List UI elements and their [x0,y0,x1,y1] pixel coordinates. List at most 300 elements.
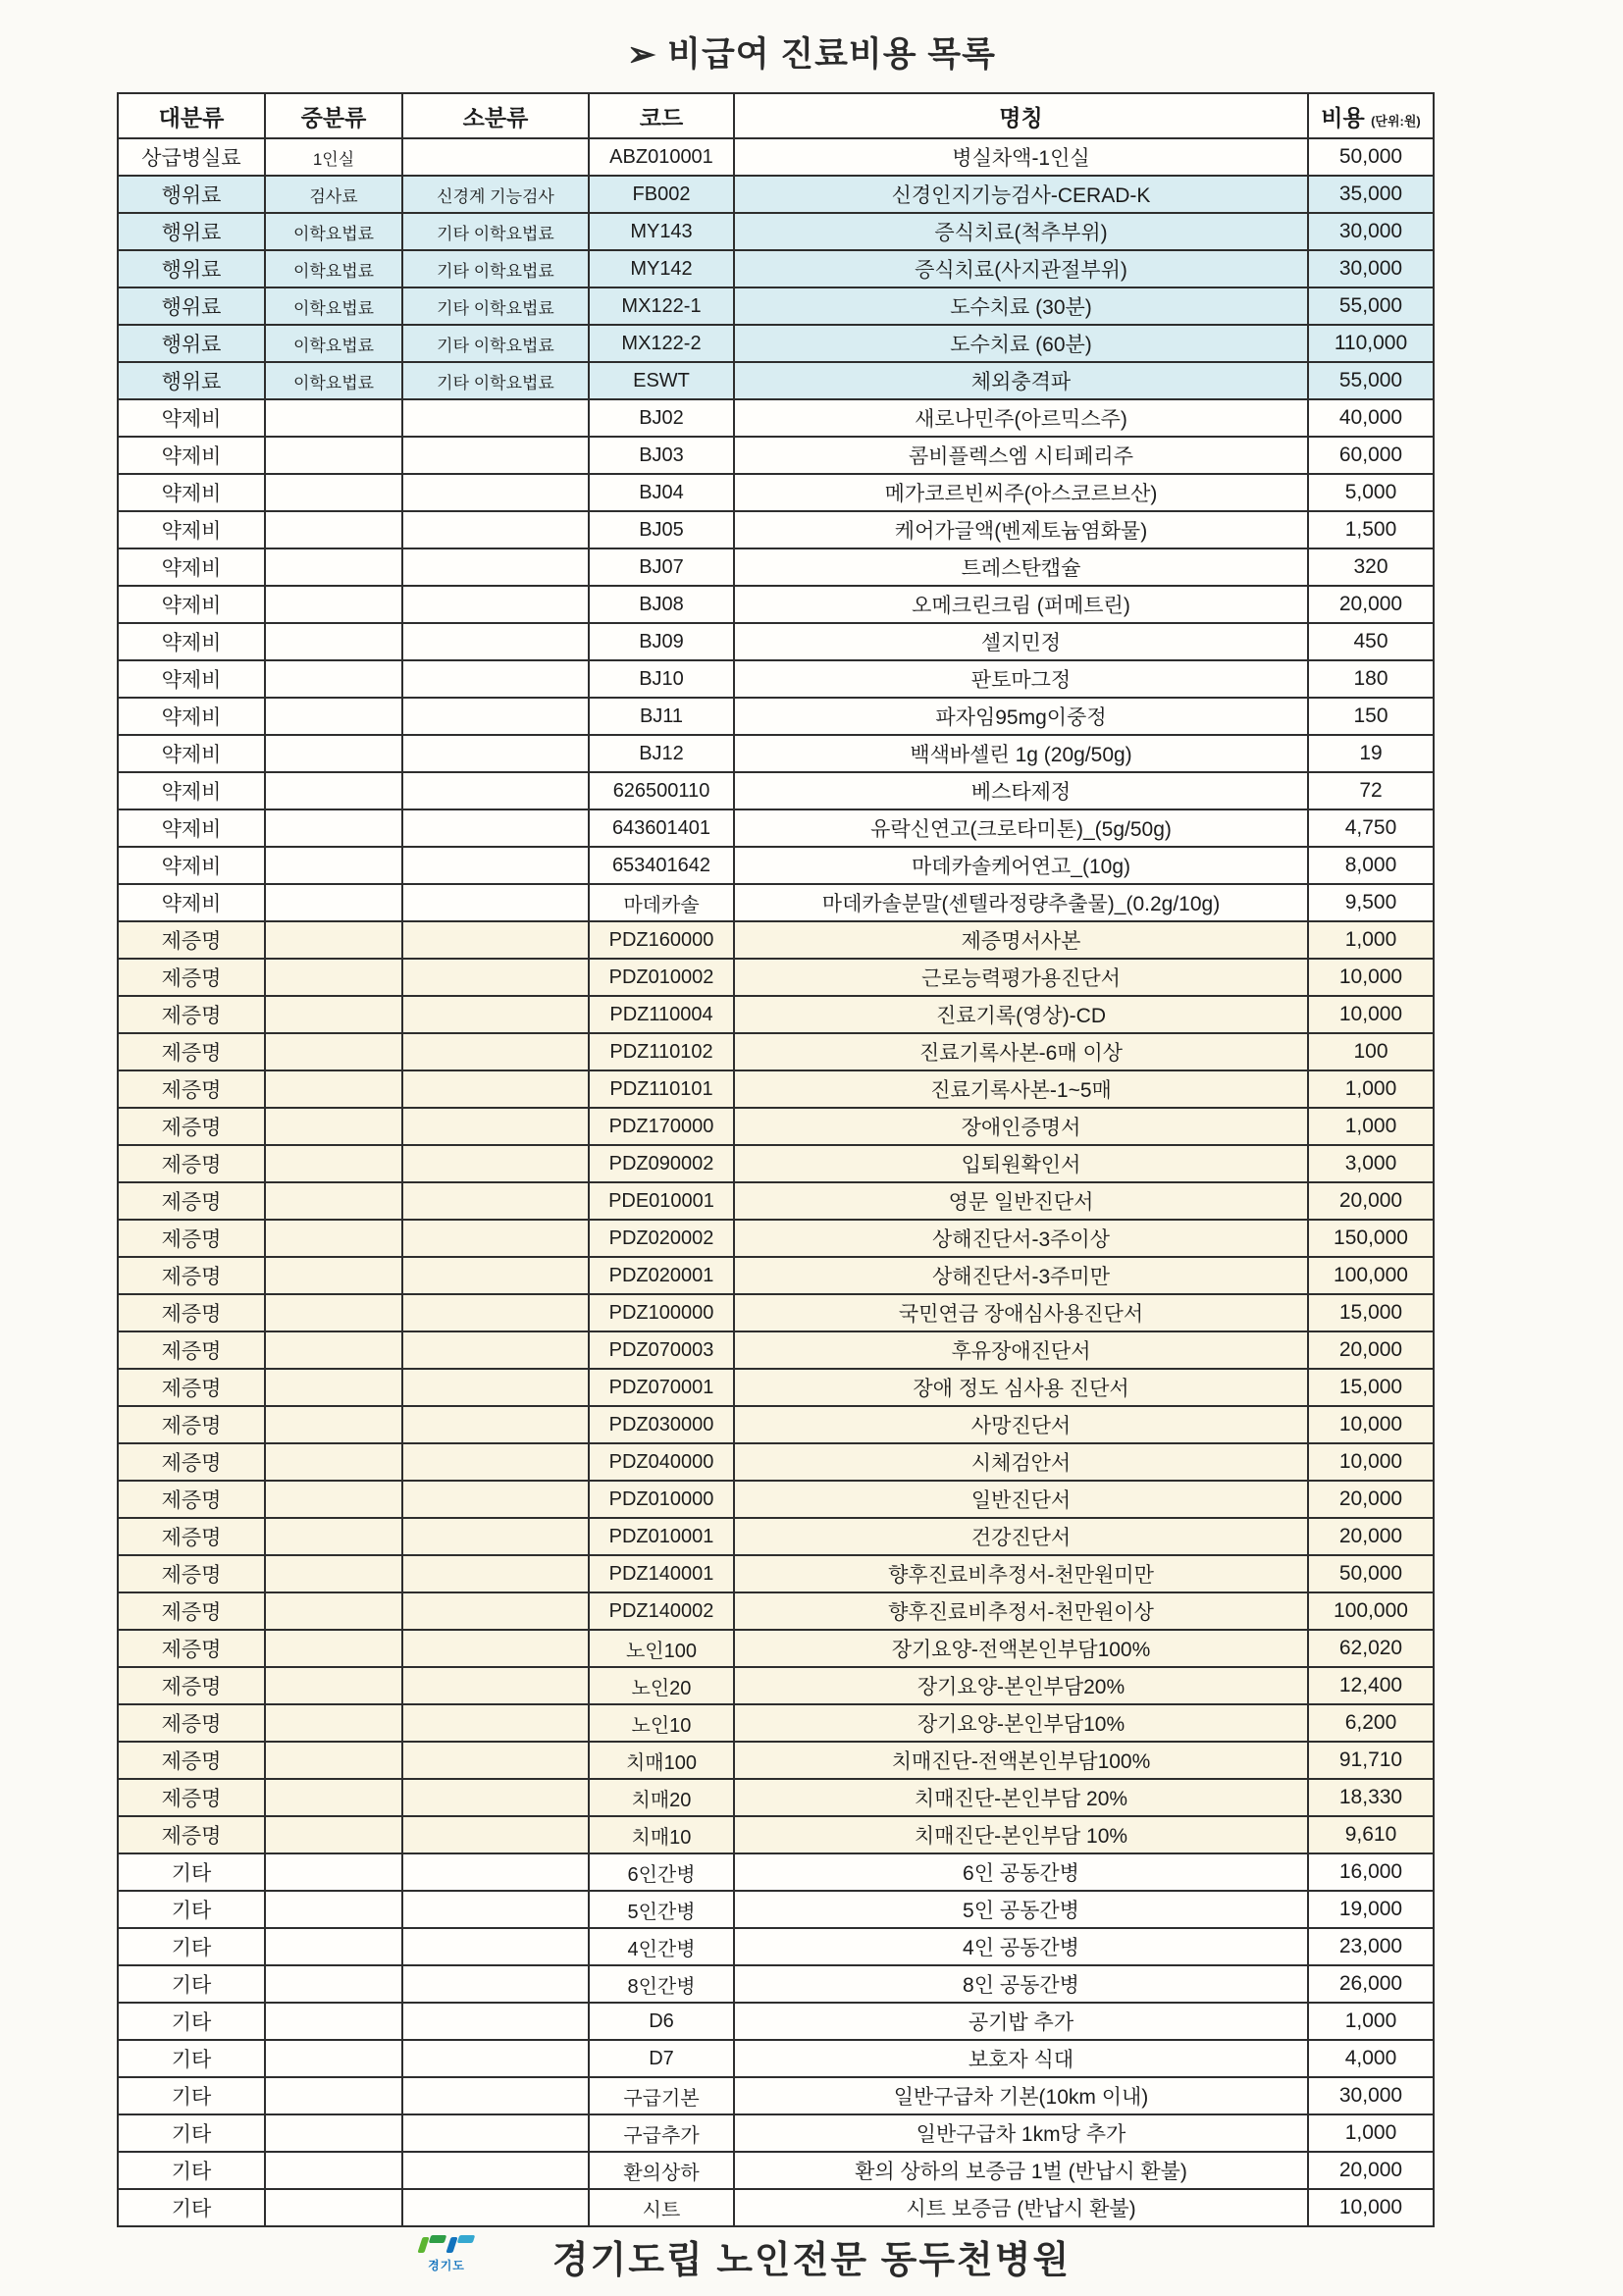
cell-price: 4,000 [1308,2040,1434,2077]
cell-cat3 [402,2152,589,2189]
cell-cat1: 약제비 [118,586,265,623]
cell-cat3 [402,1257,589,1294]
cell-name: 진료기록사본-6매 이상 [734,1033,1308,1070]
cell-cat3: 기타 이학요법료 [402,287,589,325]
table-row [118,548,1434,586]
table-row [118,287,1434,325]
cell-cat3 [402,511,589,548]
cell-code: PDZ170000 [589,1108,734,1145]
table-row [118,437,1434,474]
cell-cat2 [265,1667,402,1704]
cell-cat1: 행위료 [118,250,265,287]
header-row [118,93,1434,138]
cell-code: MX122-1 [589,287,734,325]
cell-name: 향후진료비추정서-천만원미만 [734,1555,1308,1592]
table-row [118,325,1434,362]
cell-price: 55,000 [1308,287,1434,325]
cell-code: PDZ160000 [589,921,734,959]
cell-cat1: 약제비 [118,735,265,772]
cell-name: 상해진단서-3주이상 [734,1220,1308,1257]
cell-cat2 [265,2077,402,2114]
cell-cat3 [402,2189,589,2226]
cell-name: 진료기록(영상)-CD [734,996,1308,1033]
table-row [118,586,1434,623]
header-price-label: 비용 [1321,104,1365,130]
cell-name: 건강진단서 [734,1518,1308,1555]
cell-cat3 [402,660,589,698]
cell-cat2 [265,511,402,548]
cell-cat2: 1인실 [265,138,402,176]
cell-cat1: 기타 [118,2114,265,2152]
cell-cat2 [265,1443,402,1481]
cell-cat1: 행위료 [118,176,265,213]
cell-cat3 [402,1928,589,1965]
cell-cat1: 제증명 [118,1667,265,1704]
cell-cat3 [402,623,589,660]
cell-cat2 [265,623,402,660]
cell-cat3 [402,1853,589,1891]
cell-price: 10,000 [1308,2189,1434,2226]
cell-code: 노인10 [589,1704,734,1742]
table-row [118,660,1434,698]
cell-name: 새로나민주(아르믹스주) [734,399,1308,437]
table-row [118,1891,1434,1928]
table-row [118,213,1434,250]
cell-cat1: 제증명 [118,1742,265,1779]
cell-price: 180 [1308,660,1434,698]
cell-price: 20,000 [1308,586,1434,623]
cell-name: 유락신연고(크로타미톤)_(5g/50g) [734,809,1308,847]
cell-name: 체외충격파 [734,362,1308,399]
table-row [118,250,1434,287]
fee-table-container [117,92,1433,2227]
cell-cat1: 제증명 [118,1592,265,1630]
cell-price: 19 [1308,735,1434,772]
cell-cat3 [402,1294,589,1331]
cell-code: PDZ090002 [589,1145,734,1182]
cell-name: 케어가글액(벤제토늄염화물) [734,511,1308,548]
cell-code: BJ04 [589,474,734,511]
cell-code: BJ10 [589,660,734,698]
table-row [118,809,1434,847]
cell-code: PDE010001 [589,1182,734,1220]
cell-price: 50,000 [1308,1555,1434,1592]
cell-cat1: 제증명 [118,1704,265,1742]
cell-name: 치매진단-본인부담 20% [734,1779,1308,1816]
table-row [118,511,1434,548]
table-row [118,698,1434,735]
cell-cat3 [402,586,589,623]
cell-price: 72 [1308,772,1434,809]
cell-name: 콤비플렉스엠 시티페리주 [734,437,1308,474]
cell-name: 제증명서사본 [734,921,1308,959]
cell-code: PDZ140001 [589,1555,734,1592]
cell-price: 3,000 [1308,1145,1434,1182]
cell-cat1: 제증명 [118,1294,265,1331]
cell-cat2 [265,772,402,809]
cell-cat2 [265,437,402,474]
cell-price: 30,000 [1308,250,1434,287]
cell-cat3 [402,2114,589,2152]
cell-name: 보호자 식대 [734,2040,1308,2077]
cell-name: 5인 공동간병 [734,1891,1308,1928]
cell-cat1: 제증명 [118,1779,265,1816]
cell-cat1: 제증명 [118,1816,265,1853]
cell-code: 653401642 [589,847,734,884]
table-row [118,847,1434,884]
cell-code: BJ08 [589,586,734,623]
cell-cat3 [402,2077,589,2114]
cell-price: 1,000 [1308,2114,1434,2152]
cell-cat3 [402,1406,589,1443]
table-row [118,1816,1434,1853]
cell-cat3 [402,437,589,474]
cell-price: 450 [1308,623,1434,660]
cell-cat3 [402,735,589,772]
cell-cat2 [265,1779,402,1816]
header-cat3: 소분류 [402,93,589,138]
table-row [118,1742,1434,1779]
cell-cat3 [402,1816,589,1853]
cell-cat2 [265,1742,402,1779]
cell-cat2: 이학요법료 [265,250,402,287]
table-row [118,2077,1434,2114]
cell-code: BJ03 [589,437,734,474]
table-row [118,884,1434,921]
cell-name: 8인 공동간병 [734,1965,1308,2003]
cell-name: 장기요양-본인부담20% [734,1667,1308,1704]
cell-code: BJ11 [589,698,734,735]
cell-cat3 [402,772,589,809]
cell-name: 판토마그정 [734,660,1308,698]
cell-code: BJ05 [589,511,734,548]
cell-cat2 [265,884,402,921]
cell-cat2 [265,474,402,511]
cell-price: 20,000 [1308,1331,1434,1369]
cell-cat3 [402,1443,589,1481]
cell-cat1: 제증명 [118,1518,265,1555]
table-row [118,2152,1434,2189]
cell-name: 근로능력평가용진단서 [734,959,1308,996]
cell-cat1: 행위료 [118,287,265,325]
cell-code: PDZ020002 [589,1220,734,1257]
cell-cat1: 기타 [118,2152,265,2189]
cell-cat3 [402,1182,589,1220]
cell-cat2 [265,1145,402,1182]
cell-code: PDZ110102 [589,1033,734,1070]
cell-code: PDZ110004 [589,996,734,1033]
cell-price: 15,000 [1308,1369,1434,1406]
table-row [118,1555,1434,1592]
cell-price: 10,000 [1308,996,1434,1033]
cell-code: PDZ140002 [589,1592,734,1630]
cell-code: BJ09 [589,623,734,660]
cell-cat2 [265,1331,402,1369]
cell-price: 20,000 [1308,1481,1434,1518]
cell-name: 후유장애진단서 [734,1331,1308,1369]
cell-price: 110,000 [1308,325,1434,362]
cell-cat2 [265,660,402,698]
cell-cat1: 기타 [118,2189,265,2226]
cell-cat1: 기타 [118,2077,265,2114]
cell-cat3 [402,399,589,437]
cell-cat1: 상급병실료 [118,138,265,176]
table-row [118,1145,1434,1182]
table-row [118,1070,1434,1108]
cell-cat1: 기타 [118,1853,265,1891]
table-row [118,1331,1434,1369]
cell-cat1: 약제비 [118,698,265,735]
table-row [118,772,1434,809]
cell-code: MY143 [589,213,734,250]
cell-price: 18,330 [1308,1779,1434,1816]
table-row [118,399,1434,437]
cell-cat2 [265,1816,402,1853]
cell-cat3 [402,138,589,176]
table-row [118,1928,1434,1965]
cell-cat3 [402,1630,589,1667]
table-row [118,2189,1434,2226]
table-row [118,996,1434,1033]
cell-name: 장기요양-전액본인부담100% [734,1630,1308,1667]
cell-name: 국민연금 장애심사용진단서 [734,1294,1308,1331]
cell-price: 1,000 [1308,1108,1434,1145]
cell-code: PDZ030000 [589,1406,734,1443]
cell-price: 1,000 [1308,1070,1434,1108]
cell-code: ABZ010001 [589,138,734,176]
cell-price: 20,000 [1308,1518,1434,1555]
header-price-unit: (단위:원) [1371,113,1421,129]
cell-cat3 [402,1369,589,1406]
cell-code: ESWT [589,362,734,399]
cell-name: 진료기록사본-1~5매 [734,1070,1308,1108]
cell-cat3 [402,996,589,1033]
cell-cat2 [265,1369,402,1406]
cell-name: 장기요양-본인부담10% [734,1704,1308,1742]
cell-price: 20,000 [1308,1182,1434,1220]
cell-cat3 [402,2003,589,2040]
cell-cat3: 신경계 기능검사 [402,176,589,213]
cell-cat2 [265,1630,402,1667]
cell-cat1: 약제비 [118,809,265,847]
cell-cat2 [265,921,402,959]
cell-cat1: 제증명 [118,1555,265,1592]
cell-code: 643601401 [589,809,734,847]
table-row [118,1965,1434,2003]
cell-code: BJ02 [589,399,734,437]
table-row [118,2003,1434,2040]
cell-name: 상해진단서-3주미만 [734,1257,1308,1294]
table-row [118,474,1434,511]
cell-code: 마데카솔 [589,884,734,921]
cell-price: 23,000 [1308,1928,1434,1965]
table-row [118,176,1434,213]
cell-price: 62,020 [1308,1630,1434,1667]
cell-cat2 [265,1220,402,1257]
cell-code: 치매20 [589,1779,734,1816]
cell-cat3 [402,921,589,959]
cell-cat2 [265,586,402,623]
cell-name: 일반진단서 [734,1481,1308,1518]
cell-price: 1,000 [1308,2003,1434,2040]
cell-cat3 [402,1518,589,1555]
cell-cat2 [265,1965,402,2003]
header-cat1: 대분류 [118,93,265,138]
cell-price: 100,000 [1308,1257,1434,1294]
cell-code: 노인20 [589,1667,734,1704]
cell-cat3 [402,1145,589,1182]
cell-cat3 [402,1220,589,1257]
cell-cat2 [265,1891,402,1928]
header-code: 코드 [589,93,734,138]
cell-cat2 [265,1108,402,1145]
cell-name: 도수치료 (30분) [734,287,1308,325]
table-row [118,1033,1434,1070]
cell-cat3 [402,1033,589,1070]
cell-name: 장애인증명서 [734,1108,1308,1145]
cell-cat1: 제증명 [118,1481,265,1518]
footer [0,2229,1623,2288]
cell-cat2 [265,996,402,1033]
cell-cat2 [265,2189,402,2226]
table-row [118,1853,1434,1891]
cell-cat1: 제증명 [118,1630,265,1667]
cell-name: 트레스탄캡슐 [734,548,1308,586]
hospital-name: 경기도립 노인전문 동두천병원 [551,2240,1072,2281]
cell-code: 4인간병 [589,1928,734,1965]
cell-name: 시트 보증금 (반납시 환불) [734,2189,1308,2226]
cell-cat2 [265,2040,402,2077]
cell-code: 노인100 [589,1630,734,1667]
cell-cat3 [402,1108,589,1145]
cell-name: 4인 공동간병 [734,1928,1308,1965]
cell-cat2 [265,548,402,586]
cell-cat1: 제증명 [118,1108,265,1145]
cell-cat1: 제증명 [118,1406,265,1443]
cell-name: 마데카솔케어연고_(10g) [734,847,1308,884]
cell-cat3 [402,884,589,921]
cell-name: 사망진단서 [734,1406,1308,1443]
cell-cat3 [402,1891,589,1928]
cell-name: 증식치료(척추부위) [734,213,1308,250]
cell-name: 마데카솔분말(센텔라정량추출물)_(0.2g/10g) [734,884,1308,921]
cell-name: 셀지민정 [734,623,1308,660]
cell-code: 6인간병 [589,1853,734,1891]
cell-name: 공기밥 추가 [734,2003,1308,2040]
cell-cat1: 제증명 [118,1331,265,1369]
table-row [118,959,1434,996]
table-row [118,138,1434,176]
cell-name: 일반구급차 기본(10km 이내) [734,2077,1308,2114]
cell-price: 15,000 [1308,1294,1434,1331]
table-row [118,1630,1434,1667]
cell-cat3 [402,2040,589,2077]
cell-code: D7 [589,2040,734,2077]
cell-code: PDZ010000 [589,1481,734,1518]
cell-cat2 [265,1033,402,1070]
cell-code: PDZ070001 [589,1369,734,1406]
cell-cat3 [402,548,589,586]
table-row [118,1481,1434,1518]
cell-name: 장애 정도 심사용 진단서 [734,1369,1308,1406]
cell-price: 30,000 [1308,213,1434,250]
cell-name: 치매진단-전액본인부담100% [734,1742,1308,1779]
cell-price: 10,000 [1308,1443,1434,1481]
cell-cat2 [265,698,402,735]
cell-cat2 [265,2152,402,2189]
cell-price: 55,000 [1308,362,1434,399]
cell-cat2 [265,1481,402,1518]
cell-cat1: 제증명 [118,1443,265,1481]
table-row [118,1406,1434,1443]
cell-name: 증식치료(사지관절부위) [734,250,1308,287]
cell-price: 150,000 [1308,1220,1434,1257]
cell-cat2: 이학요법료 [265,287,402,325]
table-row [118,1592,1434,1630]
cell-code: BJ12 [589,735,734,772]
cell-cat1: 제증명 [118,1145,265,1182]
cell-price: 16,000 [1308,1853,1434,1891]
table-row [118,1779,1434,1816]
cell-cat1: 제증명 [118,1220,265,1257]
cell-cat2 [265,1928,402,1965]
cell-cat1: 약제비 [118,884,265,921]
cell-cat1: 행위료 [118,362,265,399]
cell-cat2 [265,1853,402,1891]
cell-code: PDZ010002 [589,959,734,996]
cell-name: 오메크린크림 (퍼메트린) [734,586,1308,623]
cell-name: 환의 상하의 보증금 1벌 (반납시 환불) [734,2152,1308,2189]
cell-cat2 [265,847,402,884]
cell-name: 파자임95mg이중정 [734,698,1308,735]
cell-code: MX122-2 [589,325,734,362]
cell-code: PDZ100000 [589,1294,734,1331]
cell-cat1: 제증명 [118,1369,265,1406]
cell-price: 40,000 [1308,399,1434,437]
cell-cat3 [402,809,589,847]
cell-code: 구급추가 [589,2114,734,2152]
cell-cat1: 제증명 [118,1257,265,1294]
cell-cat2 [265,1257,402,1294]
cell-name: 치매진단-본인부담 10% [734,1816,1308,1853]
header-price [1308,93,1434,138]
cell-cat1: 제증명 [118,996,265,1033]
cell-code: 환의상하 [589,2152,734,2189]
cell-price: 50,000 [1308,138,1434,176]
cell-code: PDZ040000 [589,1443,734,1481]
fee-table-body [118,138,1434,2226]
cell-cat2 [265,1182,402,1220]
table-row [118,362,1434,399]
cell-cat3 [402,1704,589,1742]
cell-price: 60,000 [1308,437,1434,474]
cell-name: 영문 일반진단서 [734,1182,1308,1220]
cell-cat3: 기타 이학요법료 [402,325,589,362]
cell-cat3 [402,1555,589,1592]
table-row [118,1182,1434,1220]
table-row [118,1220,1434,1257]
cell-price: 10,000 [1308,1406,1434,1443]
table-row [118,735,1434,772]
cell-code: 8인간병 [589,1965,734,2003]
cell-cat1: 약제비 [118,474,265,511]
cell-cat3 [402,1742,589,1779]
cell-code: FB002 [589,176,734,213]
cell-name: 시체검안서 [734,1443,1308,1481]
cell-code: PDZ070003 [589,1331,734,1369]
cell-cat1: 제증명 [118,1033,265,1070]
cell-cat3 [402,698,589,735]
